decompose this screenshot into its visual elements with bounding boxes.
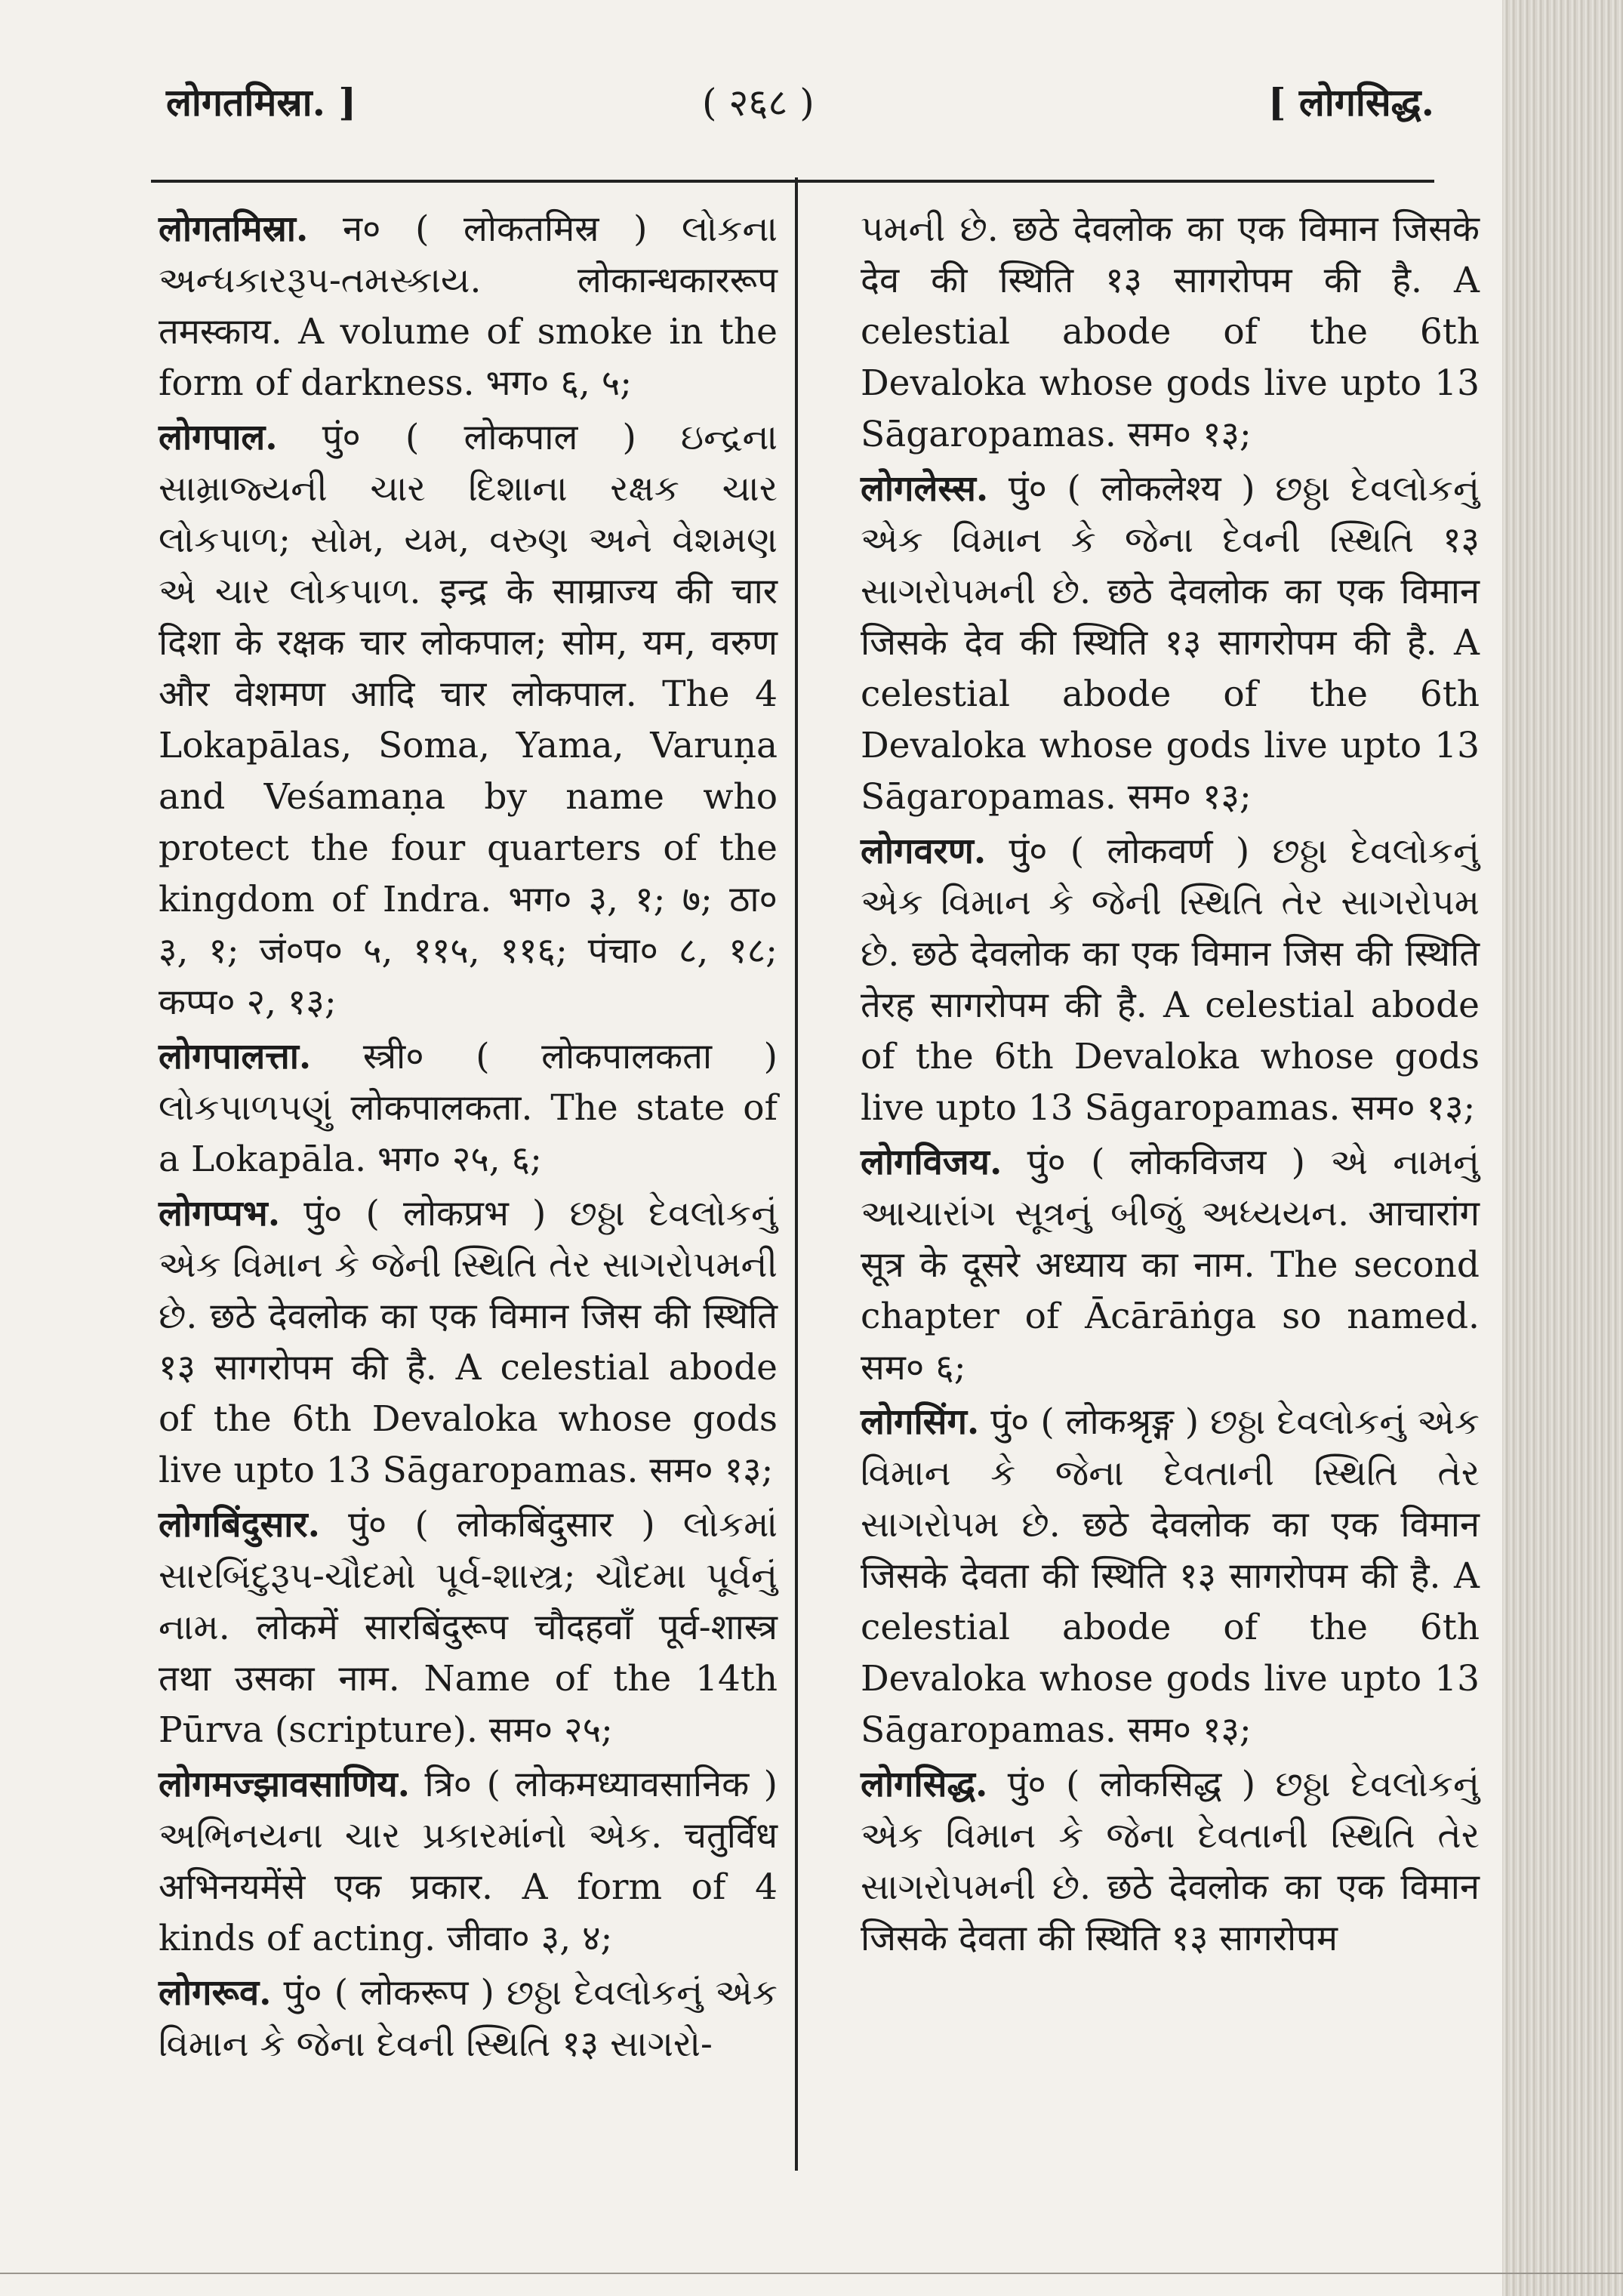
dictionary-entry: [861, 1759, 1480, 1965]
header-rule: [151, 180, 1434, 183]
entry-body: પમની છે. छठे देवलोक का एक विमान जिसके देव की स्थिति १३ सागरोपम की है. A celestial abode of the 6th Devaloka whose gods live upto 13 Sāgaropamas. सम० १३;: [861, 208, 1480, 455]
entry-body: पुं० ( लोकलेश्य ) છઠ્ઠા દેવલોકનું એક વિમાન કે જેના દેવની સ્થિતિ १३ સાગરોપમની છે. छठे देवलोक का एक विमान जिसके देव की स्थिति १३ सागरोपम की है. A celestial abode of the 6th Devaloka whose gods live upto 13 Sāgaropamas. सम० १३;: [861, 468, 1480, 818]
entry-body: स्त्री० ( लोकपालकता ) લોકપાળપણું लोकपालकता. The state of a Lokapāla. भग० २५, ६;: [159, 1036, 778, 1180]
entry-headword: लोगसिंग.: [861, 1401, 980, 1443]
entry-headword: लोगसिद्ध.: [861, 1764, 988, 1805]
entry-headword: लोगमज्झावसाणिय.: [159, 1764, 411, 1805]
dictionary-entry: [861, 1397, 1480, 1756]
entry-body: पुं० ( लोकश्रृङ्ग ) છઠ્ઠા દેવલોકનું એક વિમાન કે જેના દેવતાની સ્થિતિ તેર સાગરોપમ છે. छठे देवलोक का एक विमान जिसके देवता की स्थिति १३ सागरोपम की है. A celestial abode of the 6th Devaloka whose gods live upto 13 Sāgaropamas. सम० १३;: [861, 1401, 1480, 1751]
entry-headword: लोगलेस्स.: [861, 468, 989, 510]
dictionary-entry: [159, 412, 778, 1028]
dictionary-entry: [159, 1031, 778, 1185]
entry-body: पुं० ( लोकविजय ) એ નામનું આચારાંગ સૂત્રનું બીજું અધ્યયન. आचारांग सूत्र के दूसरे अध्याय का नाम. The second chapter of Ācārāṅga so named. सम० ६;: [861, 1142, 1480, 1388]
entry-body: त्रि० ( लोकमध्यावसानिक ) અભિનયના ચાર પ્રકારમાંનો એક. चतुर्विध अभिनयमेंसे एक प्रकार. A form of 4 kinds of acting. जीवा० ३, ४;: [159, 1764, 778, 1959]
entry-headword: लोगबिंदुसार.: [159, 1504, 320, 1546]
dictionary-entry: [861, 826, 1480, 1134]
entry-headword: लोगविजय.: [861, 1142, 1002, 1183]
dictionary-entry: [159, 204, 778, 409]
dictionary-entry: [159, 1499, 778, 1756]
dictionary-entry-continued: [861, 204, 1480, 461]
header-right-guide-word: [ लोगसिद्ध.: [1267, 80, 1434, 125]
entry-body: पुं० ( लोकरूप ) છઠ્ઠા દેવલોકનું એક વિમાન કે જેના દેવની સ્થિતિ १३ સાગરો-: [159, 1972, 778, 2065]
column-divider: [795, 177, 798, 2171]
entry-headword: लोगवरण.: [861, 831, 987, 872]
header-left-guide-word: लोगतमिस्रा. ]: [166, 80, 357, 125]
entry-headword: लोगरूव.: [159, 1972, 272, 2014]
entry-body: पुं० ( लोकवर्ण ) છઠ્ઠા દેવલોકનું એક વિમાન કે જેની સ્થિતિ તેર સાગરોપમ છે. छठे देवलोक का एक विमान जिस की स्थिति तेरह सागरोपम की है. A celestial abode of the 6th Devaloka whose gods live upto 13 Sāgaropamas. सम० १३;: [861, 831, 1480, 1129]
entry-headword: लोगपालत्ता.: [159, 1036, 312, 1077]
page-bottom-edge: [0, 2273, 1623, 2274]
entry-headword: लोगपाल.: [159, 417, 278, 458]
page-edge-shadow: [1502, 0, 1623, 2296]
entry-headword: लोगतमिस्रा.: [159, 208, 309, 250]
entry-body: पुं० ( लोकप्रभ ) છઠ્ઠા દેવલોકનું એક વિમાન કે જેની સ્થિતિ તેર સાગરોપમની છે. छठे देवलोक का एक विमान जिस की स्थिति १३ सागरोपम की है. A celestial abode of the 6th Devaloka whose gods live upto 13 Sāgaropamas. सम० १३;: [159, 1193, 778, 1491]
running-header: [151, 76, 1434, 136]
right-column: [861, 204, 1480, 1968]
entry-body: पुं० ( लोकसिद्ध ) છઠ્ઠા દેવલોકનું એક વિમાન કે જેના દેવતાની સ્થિતિ તેર સાગરોપમની છે. छठे देवलोक का एक विमान जिसके देवता की स्थिति १३ सागरोपम: [861, 1764, 1480, 1959]
dictionary-entry: [159, 1968, 778, 2070]
entry-body: न० ( लोकतमिस्र ) લોકના અન્ધકારરૂપ-તમસ્કાય. लोकान्धकाररूप तमस्काय. A volume of smoke in the form of darkness. भग० ६, ५;: [159, 208, 778, 404]
page-number: ( २६८ ): [702, 81, 815, 125]
dictionary-entry: [159, 1188, 778, 1496]
entry-body: पुं० ( लोकपाल ) ઇન્દ્રના સામ્રાજ્યની ચાર દિશાના રક્ષક ચાર લોકપાળ; સોમ, યમ, વરુણ અને વેશમણ એ ચાર લોકપાળ. इन्द्र के साम्राज्य की चार दिशा के रक्षक चार लोकपाल; सोम, यम, वरुण और वेशमण आदि चार लोकपाल. The 4 Lokapālas, Soma, Yama, Varuṇa and Veśamaṇa by name who protect the four quarters of the kingdom of Indra. भग० ३, १; ७; ठा० ३, १; जं०प० ५, ११५, ११६; पंचा० ८, १८; कप्प० २, १३;: [159, 417, 778, 1023]
dictionary-entry: [861, 464, 1480, 823]
entry-body: पुं० ( लोकबिंदुसार ) લોકમાં સારબિંદુરૂપ-ચૌદમો પૂર્વ-શાસ્ત્ર; ચૌદમા પૂર્વનું નામ. लोकमें सारबिंदुरूप चौदहवाँ पूर्व-शास्त्र तथा उसका नाम. Name of the 14th Pūrva (scripture). सम० २५;: [159, 1504, 778, 1751]
left-column: [159, 204, 778, 2073]
entry-headword: लोगप्पभ.: [159, 1193, 281, 1234]
dictionary-entry: [861, 1137, 1480, 1394]
dictionary-entry: [159, 1759, 778, 1965]
